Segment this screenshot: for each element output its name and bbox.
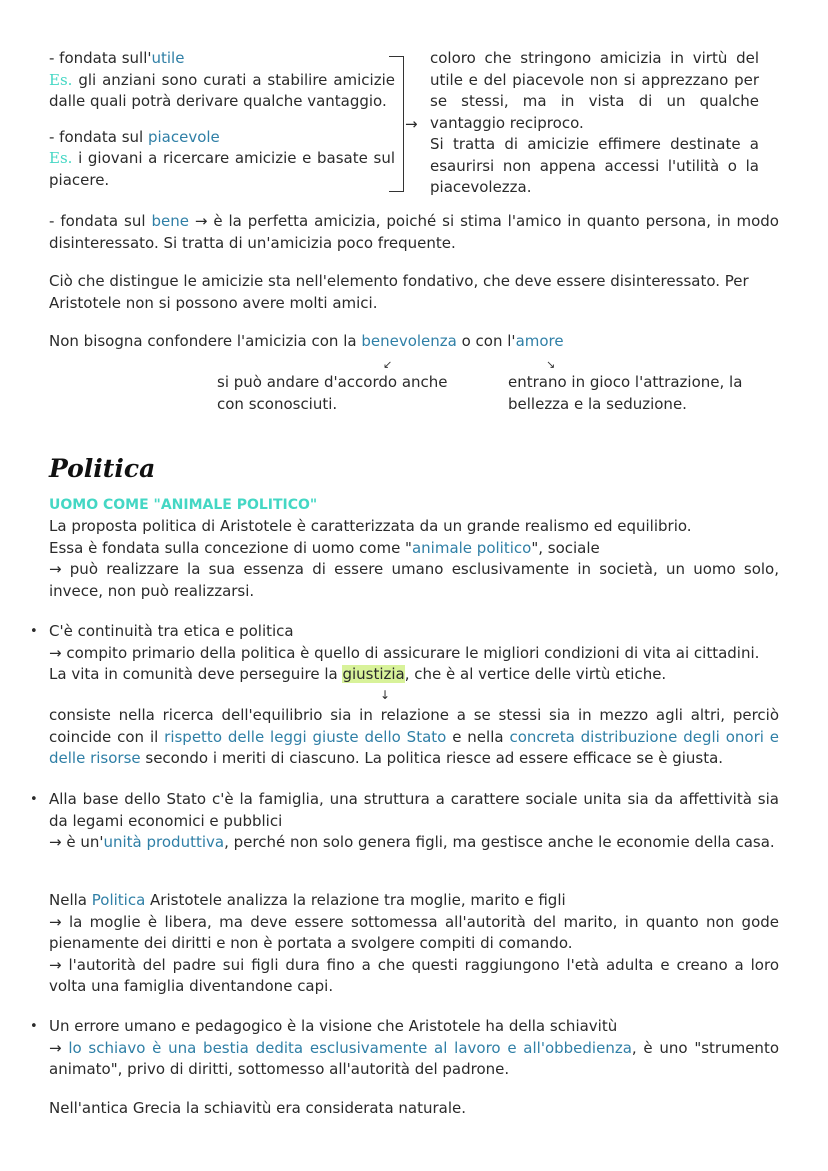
- piacevole-word: piacevole: [147, 127, 220, 146]
- confondere-mid: o con l': [456, 332, 516, 350]
- b1-cont-mid: e nella: [446, 727, 510, 746]
- bene-word: bene: [151, 212, 189, 230]
- utile-text: gli anziani sono curati a stabilire amicizie dalle quali potrà derivare qualche vantaggio.: [49, 70, 395, 110]
- b1-line-3-prefix: La vita in comunità deve perseguire la: [49, 665, 343, 683]
- b1-cont-prefix: consiste nella ricerca dell'equilibrio sia in relazione a se stessi sia in mezzo agli altri, perciò coincide con il: [49, 706, 779, 746]
- b2-cont-line-3: → l'autorità del padre sui figli dura fino a che questi raggiungono l'età adulta e creano a loro volta una famiglia diventandone capi.: [49, 955, 779, 995]
- utile-prefix: - fondata sull': [49, 49, 152, 67]
- utile-es-label: Es.: [49, 70, 73, 89]
- b1-cont-suffix: secondo i meriti di ciascuno. La politica riesce ad essere efficace se è giusta.: [140, 749, 724, 767]
- arrow-down-left-icon: ↙: [383, 358, 393, 371]
- benevolenza-note: si può andare d'accordo anche con sconosciuti.: [217, 373, 448, 413]
- intro-line-1: La proposta politica di Aristotele è caratterizzata da un grande realismo ed equilibrio.: [49, 517, 692, 535]
- bullet-schiavitu: [49, 1016, 779, 1081]
- right-arrow-icon: →: [405, 115, 418, 133]
- bracket-shape: [389, 56, 404, 192]
- b1-line-3: [49, 664, 779, 686]
- b3-line-2-suffix: , è uno "strumento animato", privo di diritti, sottomesso all'autorità del padrone.: [49, 1038, 779, 1078]
- arrow-down-right-icon: ↘: [546, 358, 556, 371]
- benevolenza-word: benevolenza: [361, 332, 457, 350]
- b1-line-2: → compito primario della politica è quello di assicurare le migliori condizioni di vita ai cittadini.: [49, 643, 760, 662]
- giustizia-highlight: giustizia: [342, 665, 405, 683]
- b2-cont-line-1: [49, 890, 779, 912]
- distribuzione-text: concreta distribuzione degli onori e delle risorse: [49, 727, 780, 767]
- politica-intro: [49, 516, 779, 602]
- b3-continuation: Nell'antica Grecia la schiavitù era considerata naturale.: [49, 1099, 467, 1117]
- piacevole-paragraph: [49, 127, 395, 192]
- b2-cont-prefix: Nella: [49, 891, 92, 909]
- piacevole-text: i giovani a ricercare amicizie e basate sul piacere.: [49, 149, 395, 189]
- amore-note: entrano in gioco l'attrazione, la bellezza e la seduzione.: [508, 373, 743, 413]
- politica-word: Politica: [91, 891, 146, 909]
- bullet-icon: •: [30, 624, 38, 639]
- friendship-types: [49, 48, 395, 191]
- unita-produttiva-word: unità produttiva: [103, 833, 225, 851]
- confondere-prefix: Non bisogna confondere l'amicizia con la: [49, 332, 362, 350]
- animale-politico-word: animale politico: [411, 538, 532, 557]
- piacevole-prefix: - fondata sul: [49, 127, 148, 146]
- amore-word: amore: [515, 332, 564, 350]
- bene-text: → è la perfetta amicizia, poiché si stima l'amico in quanto persona, in modo disinteressato. Si tratta di un'amicizia poco frequente.: [49, 212, 779, 252]
- utile-word: utile: [151, 49, 185, 67]
- bene-paragraph: [49, 211, 779, 254]
- rispetto-leggi-text: rispetto delle leggi giuste dello Stato: [164, 727, 447, 746]
- b2-line-2-prefix: → è un': [49, 833, 104, 851]
- distingue-paragraph: Ciò che distingue le amicizie sta nell'elemento fondativo, che deve essere disinteressato. Per Aristotele non si possono avere molti amici.: [49, 272, 749, 312]
- utile-paragraph: [49, 48, 395, 113]
- intro-line-3: → può realizzare la sua essenza di essere umano esclusivamente in società, un uomo solo, invece, non può realizzarsi.: [49, 560, 779, 600]
- bullet-famiglia: [49, 789, 779, 854]
- b1-line-3-suffix: , che è al vertice delle virtù etiche.: [404, 665, 667, 683]
- section-subtitle: UOMO COME "ANIMALE POLITICO": [49, 497, 318, 513]
- confondere-paragraph: [49, 331, 779, 353]
- b3-line-2-prefix: →: [49, 1038, 69, 1057]
- intro-line-2: [49, 538, 779, 560]
- b2-cont-line-2: → la moglie è libera, ma deve essere sottomessa all'autorità del marito, in quanto non gode pienamente dei diritti e non è portata a svolgere compiti di comando.: [49, 912, 779, 952]
- b3-line-1: Un errore umano e pedagogico è la visione che Aristotele ha della schiavitù: [49, 1017, 618, 1035]
- bullet-etica-politica: [49, 621, 779, 686]
- intro-2-prefix: Essa è fondata sulla concezione di uomo come ": [49, 538, 412, 557]
- friendship-note-2: Si tratta di amicizie effimere destinate a esaurirsi non appena accessi l'utilità o la piacevolezza.: [430, 135, 759, 196]
- intro-2-suffix: ", sociale: [531, 538, 600, 557]
- b2-line-2-suffix: , perché non solo genera figli, ma gestisce anche le economie della casa.: [224, 833, 775, 851]
- b2-line-2: [49, 832, 779, 854]
- b2-continuation: [49, 890, 779, 998]
- bullet-icon: •: [30, 792, 38, 807]
- friendship-note-1: coloro che stringono amicizia in virtù del utile e del piacevole non si apprezzano per se stessi, ma in vista di un qualche vantaggio reciproco.: [430, 49, 759, 132]
- section-title: Politica: [49, 454, 156, 483]
- b2-cont-suffix: Aristotele analizza la relazione tra moglie, marito e figli: [145, 891, 566, 909]
- friendship-note: [430, 48, 759, 199]
- schiavo-text: lo schiavo è una bestia dedita esclusivamente al lavoro e all'obbedienza: [68, 1038, 632, 1057]
- b1-continuation: [49, 705, 779, 770]
- b2-line-1: Alla base dello Stato c'è la famiglia, una struttura a carattere sociale unita sia da affettività sia da legami economici e pubblici: [49, 790, 779, 830]
- down-arrow-icon: ↓: [380, 688, 391, 702]
- b3-line-2: [49, 1038, 779, 1081]
- bullet-icon: •: [30, 1019, 38, 1034]
- bene-prefix: - fondata sul: [49, 212, 152, 230]
- piacevole-es-label: Es.: [49, 149, 73, 167]
- b1-line-1: C'è continuità tra etica e politica: [49, 622, 294, 640]
